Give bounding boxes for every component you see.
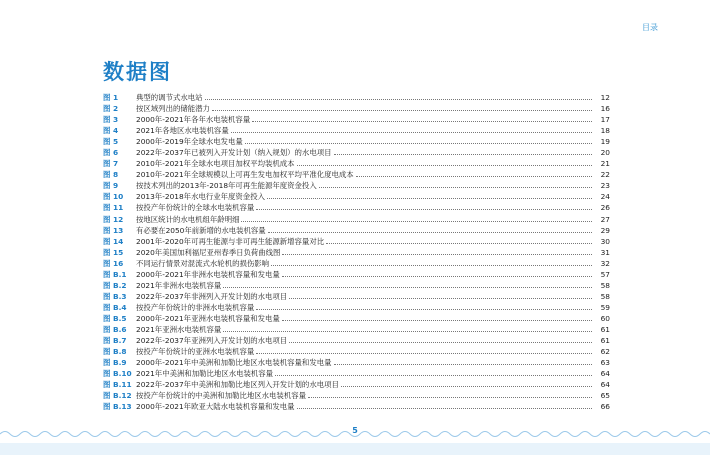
toc-entry[interactable]	[103, 313, 610, 324]
dot-leader	[282, 320, 592, 321]
figure-page-number: 31	[600, 247, 610, 257]
dot-leader	[223, 331, 592, 332]
figure-page-number: 65	[600, 391, 610, 401]
figure-title: 按投产年份统计的亚洲水电装机容量	[136, 347, 255, 357]
figure-title: 2021年非洲水电装机容量	[136, 280, 222, 290]
toc-entry[interactable]	[103, 114, 610, 125]
figure-page-number: 58	[600, 280, 610, 290]
toc-entry[interactable]	[103, 280, 610, 291]
figure-label: 图 10	[103, 192, 124, 202]
figure-label: 图 B.10	[103, 369, 132, 379]
figure-title: 2000年-2021年欧亚大陆水电装机容量和发电量	[136, 402, 295, 412]
figure-page-number: 60	[600, 313, 610, 323]
figure-title: 按投产年份统计的全球水电装机容量	[136, 203, 255, 213]
figure-label: 图 B.13	[103, 402, 132, 412]
toc-entry[interactable]	[103, 214, 610, 225]
figure-page-number: 19	[600, 137, 610, 147]
dot-leader	[275, 375, 592, 376]
figure-label: 图 B.3	[103, 291, 127, 301]
toc-entry[interactable]	[103, 269, 610, 280]
toc-entry[interactable]	[103, 180, 610, 191]
dot-leader	[326, 243, 592, 244]
figure-page-number: 20	[600, 148, 610, 158]
figure-title: 按投产年份统计的中美洲和加勒比地区水电装机容量	[136, 391, 306, 401]
toc-entry[interactable]	[103, 357, 610, 368]
figure-page-number: 27	[600, 214, 610, 224]
figure-label: 图 15	[103, 247, 124, 257]
figure-label: 图 B.11	[103, 380, 132, 390]
figure-title: 2021年亚洲水电装机容量	[136, 325, 222, 334]
dot-leader	[356, 176, 592, 177]
figure-title: 2020年美国加利福尼亚州春季日负荷曲线图	[136, 247, 281, 257]
figure-label: 图 8	[103, 170, 119, 180]
figure-page-number: 12	[600, 93, 610, 103]
figure-page-number: 26	[600, 203, 610, 213]
dot-leader	[341, 386, 592, 387]
figure-label: 图 B.12	[103, 391, 132, 401]
figure-label: 图 13	[103, 225, 124, 235]
figure-page-number: 58	[600, 291, 610, 301]
figure-title: 2010年-2021年全球规模以上可再生发电加权平均平准化度电成本	[136, 170, 354, 180]
figure-label: 图 16	[103, 258, 124, 268]
figure-page-number: 24	[600, 192, 610, 202]
dot-leader	[212, 110, 592, 111]
figure-page-number: 16	[600, 104, 610, 114]
figure-label: 图 B.2	[103, 280, 127, 290]
dot-leader	[289, 298, 592, 299]
dot-leader	[267, 198, 592, 199]
figure-page-number: 21	[600, 159, 610, 169]
figure-page-number: 30	[600, 236, 610, 246]
figure-page-number: 18	[600, 126, 610, 136]
figure-title: 2000年-2021年亚洲水电装机容量和发电量	[136, 313, 280, 323]
dot-leader	[271, 265, 592, 266]
figure-page-number: 32	[600, 258, 610, 268]
toc-entry[interactable]	[103, 202, 610, 213]
figure-page-number: 61	[600, 325, 610, 334]
toc-entry[interactable]	[103, 291, 610, 302]
toc-entry[interactable]	[103, 324, 610, 335]
figure-title: 按地区统计的水电机组年龄明细	[136, 214, 240, 224]
dot-leader	[256, 353, 592, 354]
dot-leader	[297, 165, 592, 166]
dot-leader	[334, 364, 593, 365]
figure-label: 图 6	[103, 148, 119, 158]
figure-label: 图 1	[103, 93, 119, 103]
page-number: 5	[352, 426, 358, 435]
figure-label: 图 B.1	[103, 269, 127, 279]
dot-leader	[256, 309, 592, 310]
figure-page-number: 64	[600, 369, 610, 379]
figure-label: 图 B.4	[103, 302, 127, 312]
figure-title: 按投产年份统计的非洲水电装机容量	[136, 302, 255, 312]
dot-leader	[241, 221, 592, 222]
toc-entry[interactable]	[103, 379, 610, 390]
dot-leader	[289, 342, 592, 343]
figure-title: 2010年-2021年全球水电项目加权平均装机成本	[136, 159, 295, 169]
toc-entry[interactable]	[103, 368, 610, 379]
figure-label: 图 B.6	[103, 325, 127, 334]
toc-entry[interactable]	[103, 147, 610, 158]
toc-entry[interactable]	[103, 225, 610, 236]
dot-leader	[297, 408, 592, 409]
figure-label: 图 2	[103, 104, 119, 114]
dot-leader	[319, 187, 592, 188]
figure-page-number: 23	[600, 181, 610, 191]
figure-page-number: 59	[600, 302, 610, 312]
toc-entry[interactable]	[103, 247, 610, 258]
figure-label: 图 3	[103, 115, 119, 125]
dot-leader	[223, 287, 592, 288]
toc-entry[interactable]	[103, 346, 610, 357]
toc-entry[interactable]	[103, 258, 610, 269]
toc-entry[interactable]	[103, 236, 610, 247]
figure-title: 2013年-2018年水电行业年度资金投入	[136, 192, 265, 202]
dot-leader	[256, 209, 592, 210]
dot-leader	[334, 154, 593, 155]
toc-entry[interactable]	[103, 158, 610, 169]
figure-page-number: 62	[600, 347, 610, 357]
figure-title: 按区域列出的储能潜力	[136, 104, 210, 114]
figure-label: 图 B.7	[103, 336, 127, 346]
figure-title: 典型的调节式水电站	[136, 93, 203, 103]
table-of-figures	[103, 92, 610, 412]
toc-entry[interactable]	[103, 390, 610, 401]
figure-title: 2022年-2037年中美洲和加勒比地区列入开发计划的水电项目	[136, 380, 339, 390]
toc-entry[interactable]	[103, 169, 610, 180]
dot-leader	[282, 254, 592, 255]
figure-title: 2021年中美洲和加勒比地区水电装机容量	[136, 369, 274, 379]
figure-title: 2000年-2021年中美洲和加勒比地区水电装机容量和发电量	[136, 358, 332, 368]
footer-band	[0, 443, 710, 455]
toc-entry[interactable]	[103, 103, 610, 114]
figure-page-number: 61	[600, 336, 610, 346]
figure-page-number: 17	[600, 115, 610, 125]
figure-page-number: 29	[600, 225, 610, 235]
toc-entry[interactable]	[103, 302, 610, 313]
figure-page-number: 63	[600, 358, 610, 368]
toc-entry[interactable]	[103, 125, 610, 136]
dot-leader	[282, 276, 592, 277]
toc-entry[interactable]	[103, 92, 610, 103]
figure-title: 2000年-2021年各年水电装机容量	[136, 115, 251, 125]
dot-leader	[231, 132, 592, 133]
figure-title: 按技术列出的2013年-2018年可再生能源年度资金投入	[136, 181, 317, 191]
figure-title: 2000年-2019年全球水电发电量	[136, 137, 243, 147]
figure-title: 2022年-2037年非洲列入开发计划的水电项目	[136, 291, 288, 301]
figure-label: 图 B.9	[103, 358, 127, 368]
figure-label: 图 14	[103, 236, 124, 246]
header-contents-mark: 目录	[642, 23, 658, 32]
dot-leader	[252, 121, 592, 122]
figure-label: 图 5	[103, 137, 119, 147]
figure-title: 2022年-2037年已被列入开发计划（纳入规划）的水电项目	[136, 148, 332, 158]
toc-entry[interactable]	[103, 401, 610, 412]
toc-entry[interactable]	[103, 191, 610, 202]
figure-page-number: 66	[600, 402, 610, 412]
toc-entry[interactable]	[103, 136, 610, 147]
figure-label: 图 B.8	[103, 347, 127, 357]
page-title: 数据图	[103, 60, 172, 84]
figure-label: 图 B.5	[103, 313, 127, 323]
dot-leader	[268, 232, 592, 233]
figure-label: 图 11	[103, 203, 124, 213]
figure-title: 有必要在2050年前新增的水电装机容量	[136, 225, 266, 235]
figure-page-number: 57	[600, 269, 610, 279]
figure-label: 图 12	[103, 214, 124, 224]
figure-title: 2000年-2021年非洲水电装机容量和发电量	[136, 269, 280, 279]
toc-entry[interactable]	[103, 335, 610, 346]
dot-leader	[308, 397, 592, 398]
figure-title: 2001年-2020年可再生能源与非可再生能源新增容量对比	[136, 236, 325, 246]
figure-page-number: 22	[600, 170, 610, 180]
figure-label: 图 7	[103, 159, 119, 169]
figure-label: 图 9	[103, 181, 119, 191]
dot-leader	[205, 99, 592, 100]
figure-title: 2021年各地区水电装机容量	[136, 126, 229, 136]
dot-leader	[245, 143, 592, 144]
figure-title: 不同运行情景对混流式水轮机的损伤影响	[136, 258, 270, 268]
figure-page-number: 64	[600, 380, 610, 390]
figure-label: 图 4	[103, 126, 119, 136]
figure-title: 2022年-2037年亚洲列入开发计划的水电项目	[136, 336, 288, 346]
